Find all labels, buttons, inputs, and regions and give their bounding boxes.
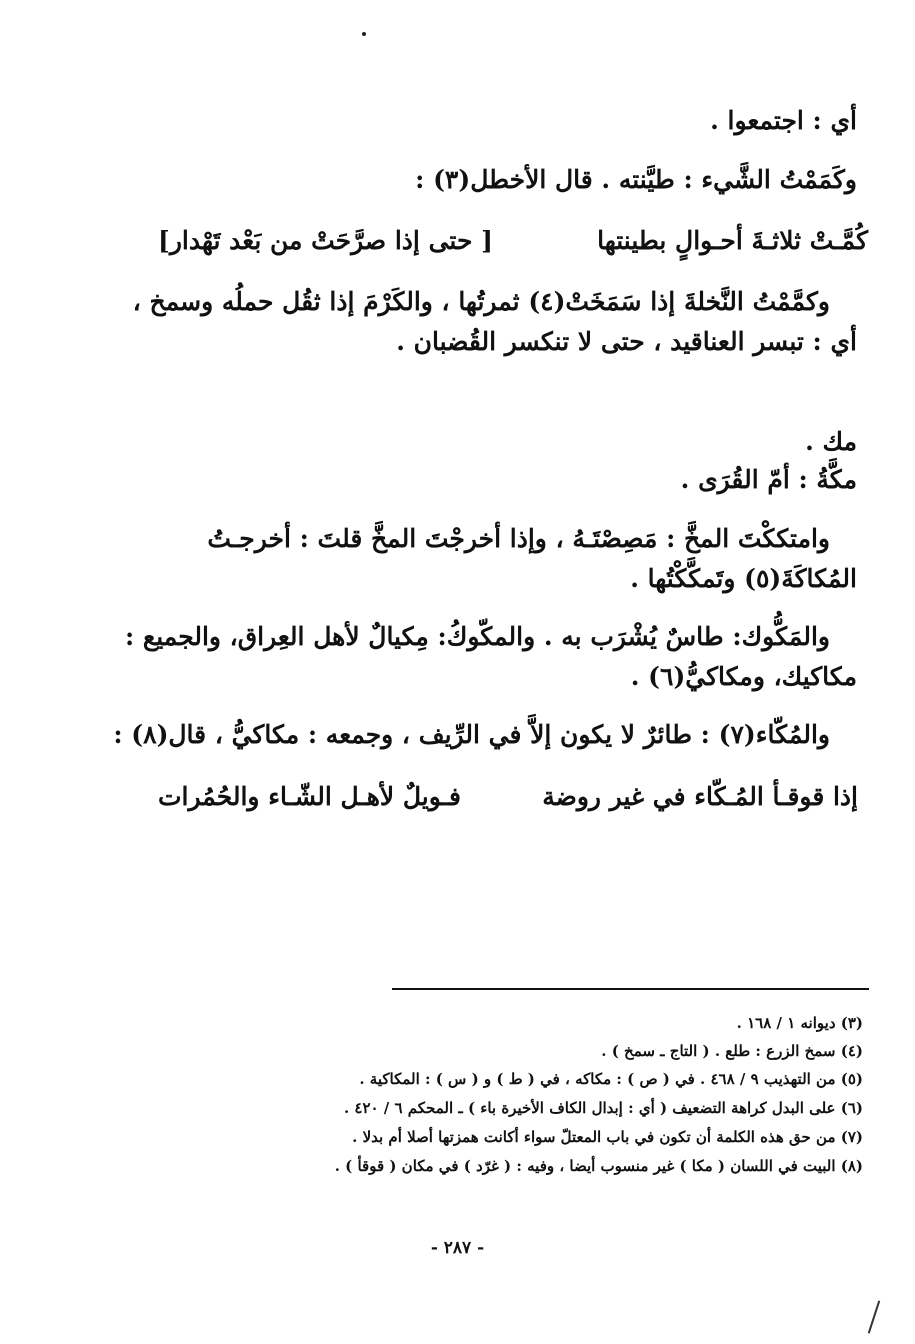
entry-heading: مك .: [805, 427, 857, 456]
footnote: (٣) ديوانه ١ / ١٦٨ .: [736, 1014, 863, 1032]
footnote: (٨) البيت في اللسان ( مكا ) غير منسوب أيضا ، وفيه : ( غرّد ) في مكان ( قوقأ ) .: [334, 1157, 863, 1175]
verse-hemistich-right: كُمَّـتْ ثلاثـةَ أحـوالٍ بطينتها: [597, 226, 868, 255]
text-line: وكمَّمْتُ النَّخلةَ إذا سَمَخَتْ(٤) ثمرتُها ، والكَرْمَ إذا ثقُل حملُه وسمخ ،: [132, 287, 830, 316]
footnote: (٧) من حق هذه الكلمة أن تكون في باب المعتلّ سواء أكانت همزتها أصلا أم بدلا .: [352, 1128, 863, 1146]
text-line: مكاكيك، ومكاكيُّ(٦) .: [630, 662, 857, 691]
verse-line: [158, 224, 868, 258]
text-line: المُكاكَةَ(٥) وتَمكَّكْتُها .: [630, 564, 857, 593]
text-line: مكَّةُ : أمّ القُرَى .: [680, 465, 857, 494]
text-line: وكَمَمْتُ الشَّيء : طيَّنته . قال الأخطل(٣) :: [415, 165, 857, 194]
text-line: والمَكُّوك: طاسٌ يُشْرَب به . والمكّوكُ: مِكيالٌ لأهل العِراق، والجميع :: [124, 622, 830, 651]
footnote: (٥) من التهذيب ٩ / ٤٦٨ . في ( ص ) : مكاكه ، في ( ط ) و ( س ) : المكاكية .: [359, 1070, 863, 1088]
text-line: والمُكّاء(٧) : طائرٌ لا يكون إلاَّ في الرِّيف ، وجمعه : مكاكيُّ ، قال(٨) :: [113, 720, 830, 749]
text-line: أي : اجتمعوا .: [710, 106, 857, 135]
footnote: (٦) على البدل كراهة التضعيف ( أي : إبدال الكاف الأخيرة باء ) ـ المحكم ٦ / ٤٢٠ .: [343, 1099, 863, 1117]
verse-line: [158, 780, 858, 814]
text-line: أي : تبسر العناقيد ، حتى لا تنكسر القُضبان .: [396, 327, 857, 356]
page-number: - ٢٨٧ -: [430, 1238, 485, 1258]
scan-speck: [362, 32, 366, 36]
footnote-divider: [392, 988, 869, 990]
text-line: وامتككْتَ المخَّ : مَصِصْتَـهُ ، وإذا أخرجْتَ المخَّ قلتَ : أخرجـتُ: [207, 524, 830, 553]
verse-hemistich-right: إذا قوقـأ المُـكّاء في غير روضة: [542, 782, 858, 811]
footnote: (٤) سمخ الزرع : طلع . ( التاج ـ سمخ ) .: [601, 1042, 863, 1060]
verse-hemistich-left: فـويلٌ لأهـل الشّـاء والحُمُرات: [158, 782, 461, 811]
scan-mark: [868, 1301, 880, 1334]
verse-hemistich-left: [ حتى إذا صرَّحَتْ من بَعْد تَهْدار]: [158, 226, 493, 255]
